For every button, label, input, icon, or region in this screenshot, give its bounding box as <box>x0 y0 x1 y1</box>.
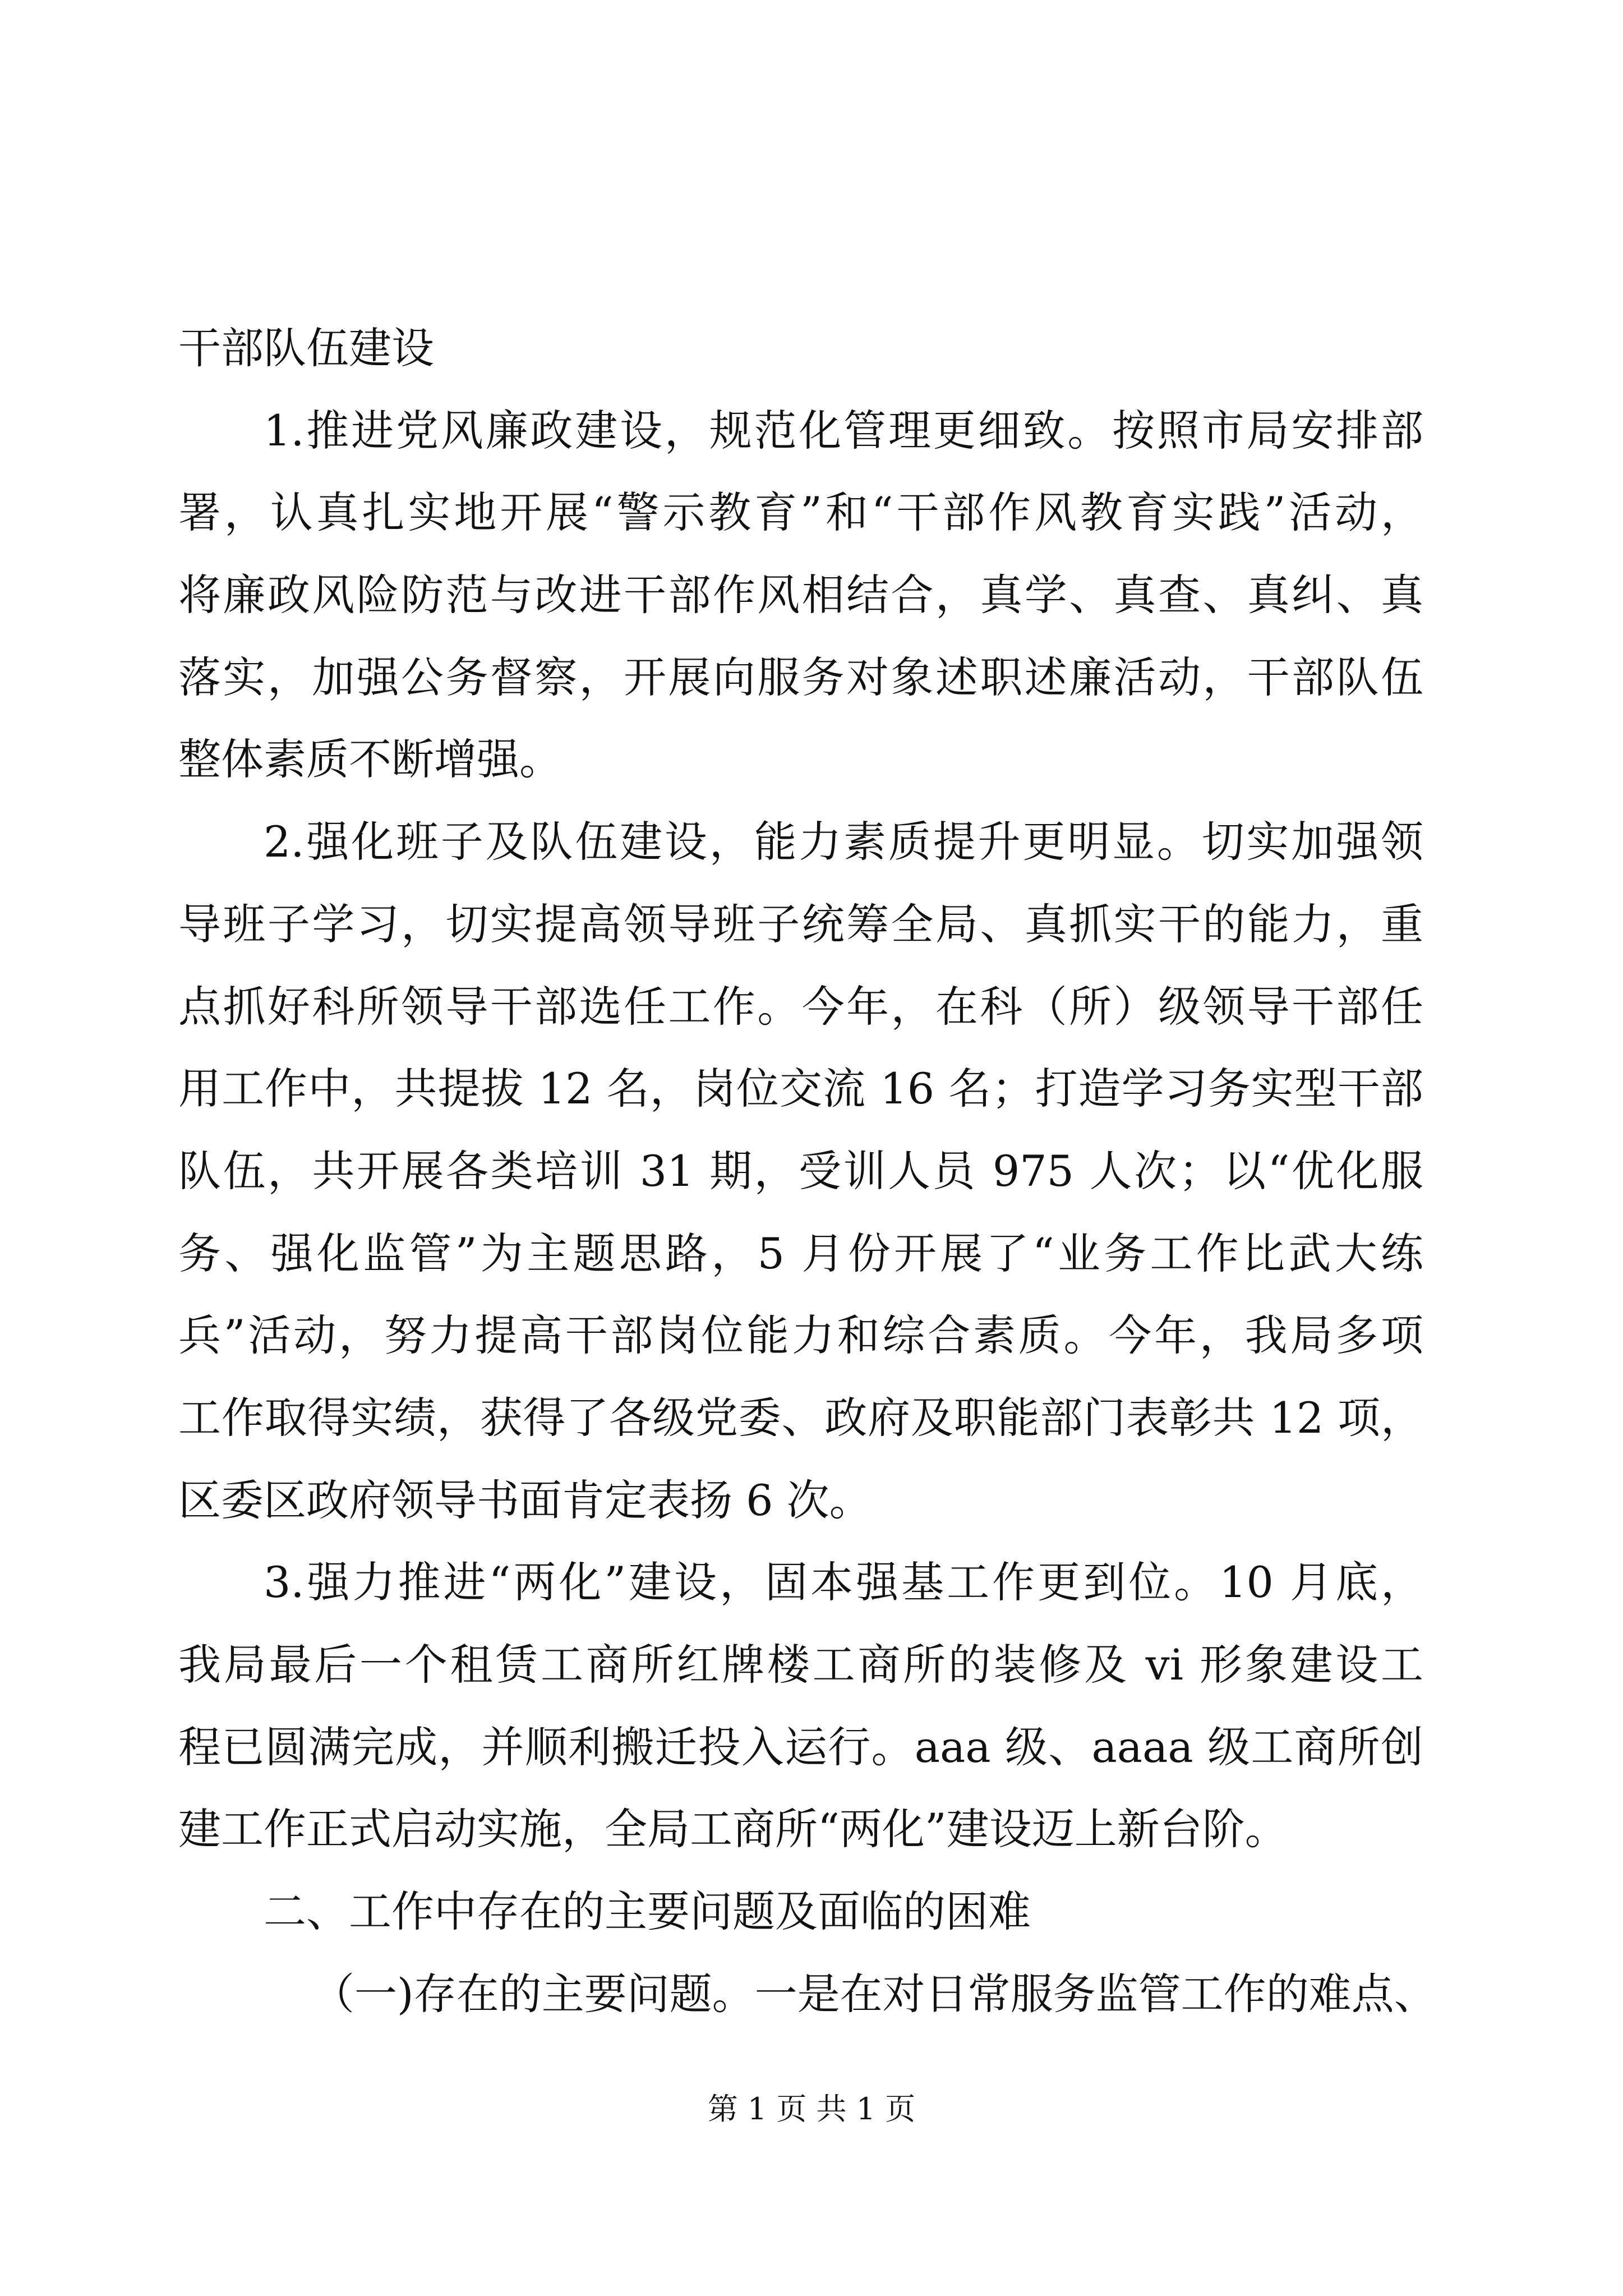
paragraph-line: 1.推进党风廉政建设，规范化管理更细致。按照市局安排部 <box>264 405 1423 455</box>
paragraph-line: 用工作中，共提拔 12 名，岗位交流 16 名；打造学习务实型干部 <box>178 1064 1423 1114</box>
paragraph-line: 队伍，共开展各类培训 31 期，受训人员 975 人次；以“优化服 <box>178 1145 1423 1196</box>
document-body <box>178 307 1437 2035</box>
paragraph-line: 将廉政风险防范与改进干部作风相结合，真学、真查、真纠、真 <box>178 570 1423 620</box>
paragraph-line: 落实，加强公务督察，开展向服务对象述职述廉活动，干部队伍 <box>178 652 1423 702</box>
paragraph-line: 兵”活动，努力提高干部岗位能力和综合素质。今年，我局多项 <box>178 1310 1423 1361</box>
section-heading-cadre-team: 干部队伍建设 <box>178 323 434 373</box>
page-footer: 第 1 页 共 1 页 <box>707 2091 916 2127</box>
paragraph-line: 3.强力推进“两化”建设，固本强基工作更到位。10 月底， <box>264 1557 1423 1608</box>
paragraph-line: 区委区政府领导书面肯定表扬 6 次。 <box>178 1475 872 1525</box>
paragraph-line: 务、强化监管”为主题思路，5 月份开展了“业务工作比武大练 <box>178 1228 1423 1278</box>
paragraph-line: 导班子学习，切实提高领导班子统筹全局、真抓实干的能力，重 <box>178 899 1423 949</box>
paragraph-line: 整体素质不断增强。 <box>178 734 562 785</box>
paragraph-line: （一)存在的主要问题。一是在对日常服务监管工作的难点、 <box>312 1968 1437 2019</box>
paragraph-line: 我局最后一个租赁工商所红牌楼工商所的装修及 vi 形象建设工 <box>178 1640 1423 1690</box>
paragraph-line: 署，认真扎实地开展“警示教育”和“干部作风教育实践”活动， <box>178 487 1423 538</box>
paragraph-line: 程已圆满完成，并顺利搬迁投入运行。aaa 级、aaaa 级工商所创 <box>178 1722 1423 1772</box>
paragraph-line: 2.强化班子及队伍建设，能力素质提升更明显。切实加强领 <box>264 817 1423 867</box>
paragraph-line: 建工作正式启动实施，全局工商所“两化”建设迈上新台阶。 <box>178 1804 1288 1855</box>
paragraph-line: 工作取得实绩，获得了各级党委、政府及职能部门表彰共 12 项， <box>178 1392 1423 1443</box>
section-heading-problems: 二、工作中存在的主要问题及面临的困难 <box>264 1887 1031 1937</box>
paragraph-line: 点抓好科所领导干部选任工作。今年，在科（所）级领导干部任 <box>178 981 1423 1032</box>
